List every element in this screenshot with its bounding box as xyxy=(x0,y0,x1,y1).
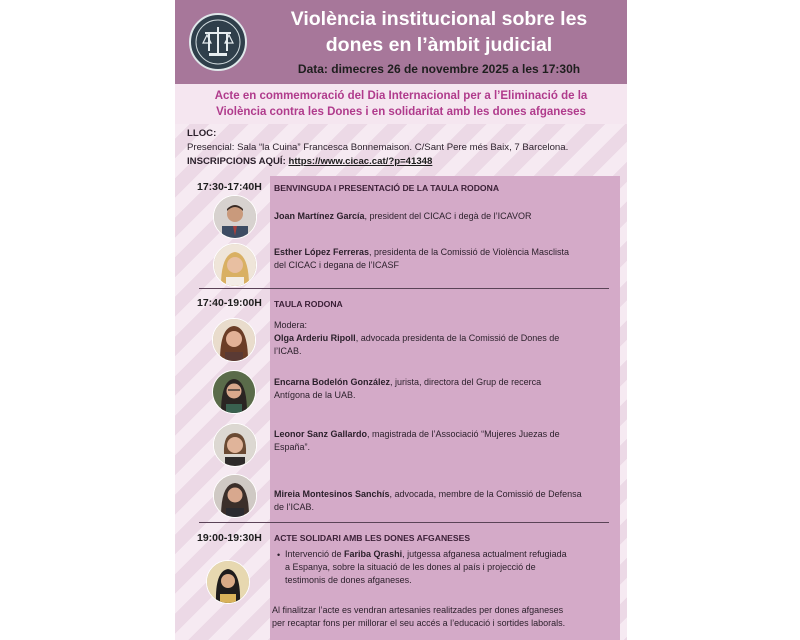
time-slot-3: 19:00-19:30H xyxy=(197,532,262,544)
person-photo-icon xyxy=(213,319,255,361)
section-title-1: BENVINGUDA I PRESENTACIÓ DE LA TAULA RODONA xyxy=(274,183,500,193)
title-line-1: Violència institucional sobre les xyxy=(290,8,588,30)
speaker-role-cont: del CICAC i degana de l’ICASF xyxy=(274,260,400,270)
venue-address: Presencial: Sala “la Cuina” Francesca Bonnemaison. C/Sant Pere més Baix, 7 Barcelona. xyxy=(187,142,569,153)
avatar-esther-lopez xyxy=(213,243,257,287)
bullet-prefix: Intervenció de xyxy=(285,549,345,559)
speaker-esther-lopez xyxy=(274,246,614,272)
event-date: Data: dimecres 26 de novembre 2025 a les 17:30h xyxy=(297,62,581,76)
avatar-encarna-bodelon xyxy=(212,370,256,414)
speaker-olga-arderiu xyxy=(274,332,614,358)
speaker-role: , advocada, membre de la Comissió de Defensa xyxy=(389,489,582,499)
divider xyxy=(199,288,609,289)
bullet-text-a: , jutgessa afganesa actualment refugiada xyxy=(402,549,567,559)
registration-link[interactable]: https://www.cicac.cat/?p=41348 xyxy=(288,156,433,167)
person-photo-icon xyxy=(214,244,256,286)
speaker-name: Mireia Montesinos Sanchís xyxy=(274,489,390,499)
speaker-role-cont: l’ICAB. xyxy=(274,346,302,356)
speaker-name: Olga Arderiu Ripoll xyxy=(274,333,356,343)
speaker-mireia-montesinos xyxy=(274,488,614,514)
lloc-label: LLOC: xyxy=(187,128,217,139)
speaker-encarna-bodelon xyxy=(274,376,614,402)
avatar-joan-martinez xyxy=(213,195,257,239)
divider xyxy=(199,522,609,523)
speaker-role-cont: España”. xyxy=(274,442,311,452)
event-poster xyxy=(175,0,627,640)
time-slot-2: 17:40-19:00H xyxy=(197,297,262,309)
time-slot-1: 17:30-17:40H xyxy=(197,181,262,193)
section-title-2: TAULA RODONA xyxy=(274,299,343,309)
inscripcions-label: INSCRIPCIONS AQUÍ: xyxy=(187,156,286,167)
speaker-name: Leonor Sanz Gallardo xyxy=(274,429,368,439)
speaker-name: Esther López Ferreras xyxy=(274,247,370,257)
moderator-label: Modera: xyxy=(274,320,308,330)
avatar-olga-arderiu xyxy=(212,318,256,362)
bullet-text-c: testimonis de dones afganeses. xyxy=(285,575,412,585)
closing-note xyxy=(272,604,610,630)
cicac-logo xyxy=(189,13,247,71)
speaker-role: , president del CICAC i degà de l’ICAVOR xyxy=(364,211,532,221)
person-photo-icon xyxy=(214,475,256,517)
avatar-leonor-sanz xyxy=(213,423,257,467)
person-photo-icon xyxy=(213,371,255,413)
poster-header xyxy=(175,0,627,84)
closing-line-2: per recaptar fons per millorar el seu accés a l’educació i sortides laborals. xyxy=(272,618,566,628)
section-title-3: ACTE SOLIDARI AMB LES DONES AFGANESES xyxy=(274,533,471,543)
title-line-2: dones en l’àmbit judicial xyxy=(325,34,553,56)
speaker-role: , magistrada de l’Associació “Mujeres Juezas de xyxy=(367,429,560,439)
scales-of-justice-icon xyxy=(191,15,245,69)
speaker-joan-martinez xyxy=(274,210,614,223)
closing-line-1: Al finalitzar l’acte es vendran artesanies realitzades per dones afganeses xyxy=(272,605,564,615)
person-photo-icon xyxy=(207,561,249,603)
speaker-role-cont: de l’ICAB. xyxy=(274,502,315,512)
subtitle-line-2: Violència contra les Dones i en solidaritat amb les dones afganeses xyxy=(216,106,586,118)
speaker-name: Joan Martínez García xyxy=(274,211,365,221)
speaker-name: Fariba Qrashi xyxy=(344,549,403,559)
speaker-role: , presidenta de la Comissió de Violència Masclista xyxy=(369,247,569,257)
person-photo-icon xyxy=(214,196,256,238)
avatar-mireia-montesinos xyxy=(213,474,257,518)
bullet-icon: • xyxy=(277,550,281,560)
speaker-leonor-sanz xyxy=(274,428,614,454)
poster-title xyxy=(257,6,621,58)
bullet-intervention xyxy=(285,548,607,587)
speaker-role: , advocada presidenta de la Comissió de Dones de xyxy=(355,333,560,343)
avatar-fariba-qrashi xyxy=(206,560,250,604)
subtitle-line-1: Acte en commemoració del Dia Internacional per a l’Eliminació de la xyxy=(214,90,588,102)
bullet-text-b: a Espanya, sobre la situació de les dones al país i projecció de xyxy=(285,562,536,572)
subtitle xyxy=(181,88,621,120)
person-photo-icon xyxy=(214,424,256,466)
speaker-name: Encarna Bodelón González xyxy=(274,377,391,387)
speaker-role: , jurista, directora del Grup de recerca xyxy=(390,377,542,387)
speaker-role-cont: Antígona de la UAB. xyxy=(274,390,356,400)
venue-info xyxy=(187,127,617,169)
